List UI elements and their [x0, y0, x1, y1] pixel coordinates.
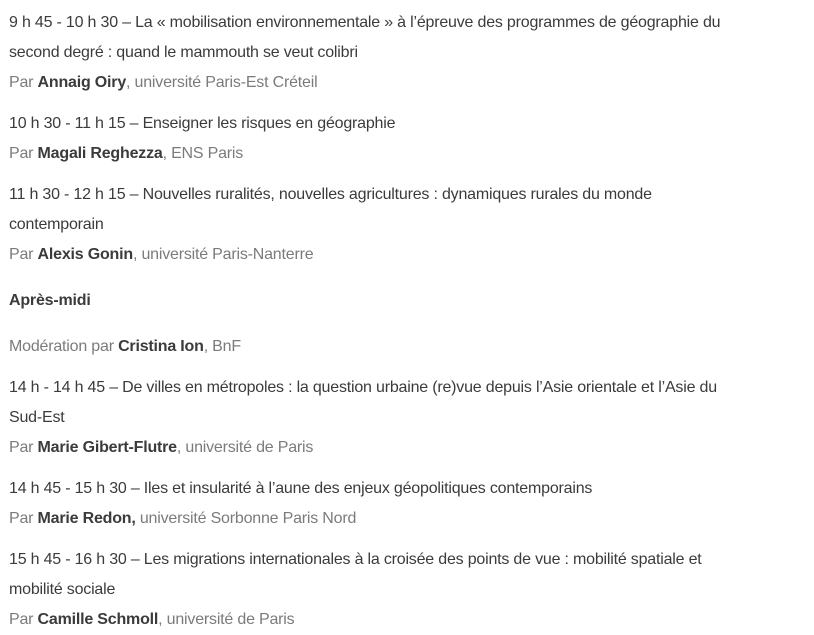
- speaker-name: Camille Schmoll: [37, 611, 159, 628]
- speaker-affiliation: , université Paris-Nanterre: [132, 246, 314, 263]
- session-time-title: 11 h 30 - 12 h 15 – Nouvelles ruralités, nouvelles agricultures : dynamiques rurales du monde: [9, 186, 652, 203]
- speaker-name: Marie Gibert-Flutre: [37, 439, 177, 456]
- speaker-prefix: Par: [9, 145, 38, 162]
- session-entry: [9, 373, 802, 463]
- session-time-title: 10 h 30 - 11 h 15 – Enseigner les risques en géographie: [9, 115, 396, 132]
- session-time-title: 9 h 45 - 10 h 30 – La « mobilisation environnementale » à l’épreuve des programmes de géographie du: [9, 14, 721, 31]
- speaker-affiliation: , université Paris-Est Créteil: [126, 74, 318, 91]
- moderator-affiliation: , BnF: [203, 338, 241, 355]
- speaker-affiliation: université Sorbonne Paris Nord: [135, 510, 357, 527]
- speaker-line: [9, 68, 802, 98]
- speaker-name: Alexis Gonin: [37, 246, 133, 263]
- session-entry: [9, 109, 802, 169]
- session-time-title: 14 h 45 - 15 h 30 – Iles et insularité à l’aune des enjeux géopolitiques contemporains: [9, 480, 593, 497]
- speaker-prefix: Par: [9, 439, 38, 456]
- session-entry: [9, 474, 802, 534]
- speaker-prefix: Par: [9, 611, 38, 628]
- afternoon-section-heading: Après-midi: [9, 292, 91, 309]
- session-title-continuation: Sud-Est: [9, 409, 65, 426]
- speaker-affiliation: , université de Paris: [176, 439, 314, 456]
- speaker-affiliation: , université de Paris: [158, 611, 295, 628]
- speaker-line: [9, 139, 802, 169]
- session-time-title: 15 h 45 - 16 h 30 – Les migrations internationales à la croisée des points de vue : mobilité spatiale et: [9, 551, 702, 568]
- speaker-prefix: Par: [9, 74, 38, 91]
- speaker-line: [9, 240, 802, 270]
- session-title-continuation: second degré : quand le mammouth se veut colibri: [9, 44, 358, 61]
- speaker-line: [9, 433, 802, 463]
- session-title-continuation: contemporain: [9, 216, 104, 233]
- speaker-name: Annaig Oiry: [37, 74, 127, 91]
- moderation-line: [9, 332, 802, 362]
- speaker-affiliation: , ENS Paris: [162, 145, 244, 162]
- session-entry: [9, 545, 802, 635]
- session-time-title: 14 h - 14 h 45 – De villes en métropoles : la question urbaine (re)vue depuis l’Asie orientale et l’Asie du: [9, 379, 717, 396]
- session-title-continuation: mobilité sociale: [9, 581, 116, 598]
- speaker-prefix: Par: [9, 246, 38, 263]
- speaker-name: Magali Reghezza: [37, 145, 163, 162]
- moderation-entry: [9, 332, 802, 362]
- speaker-line: [9, 504, 802, 534]
- speaker-name: Marie Redon,: [37, 510, 136, 527]
- speaker-prefix: Par: [9, 510, 38, 527]
- session-entry: [9, 180, 802, 270]
- moderation-prefix: Modération par: [9, 338, 119, 355]
- moderator-name: Cristina Ion: [118, 338, 204, 355]
- section-heading-block: [9, 286, 802, 316]
- session-entry: [9, 8, 802, 98]
